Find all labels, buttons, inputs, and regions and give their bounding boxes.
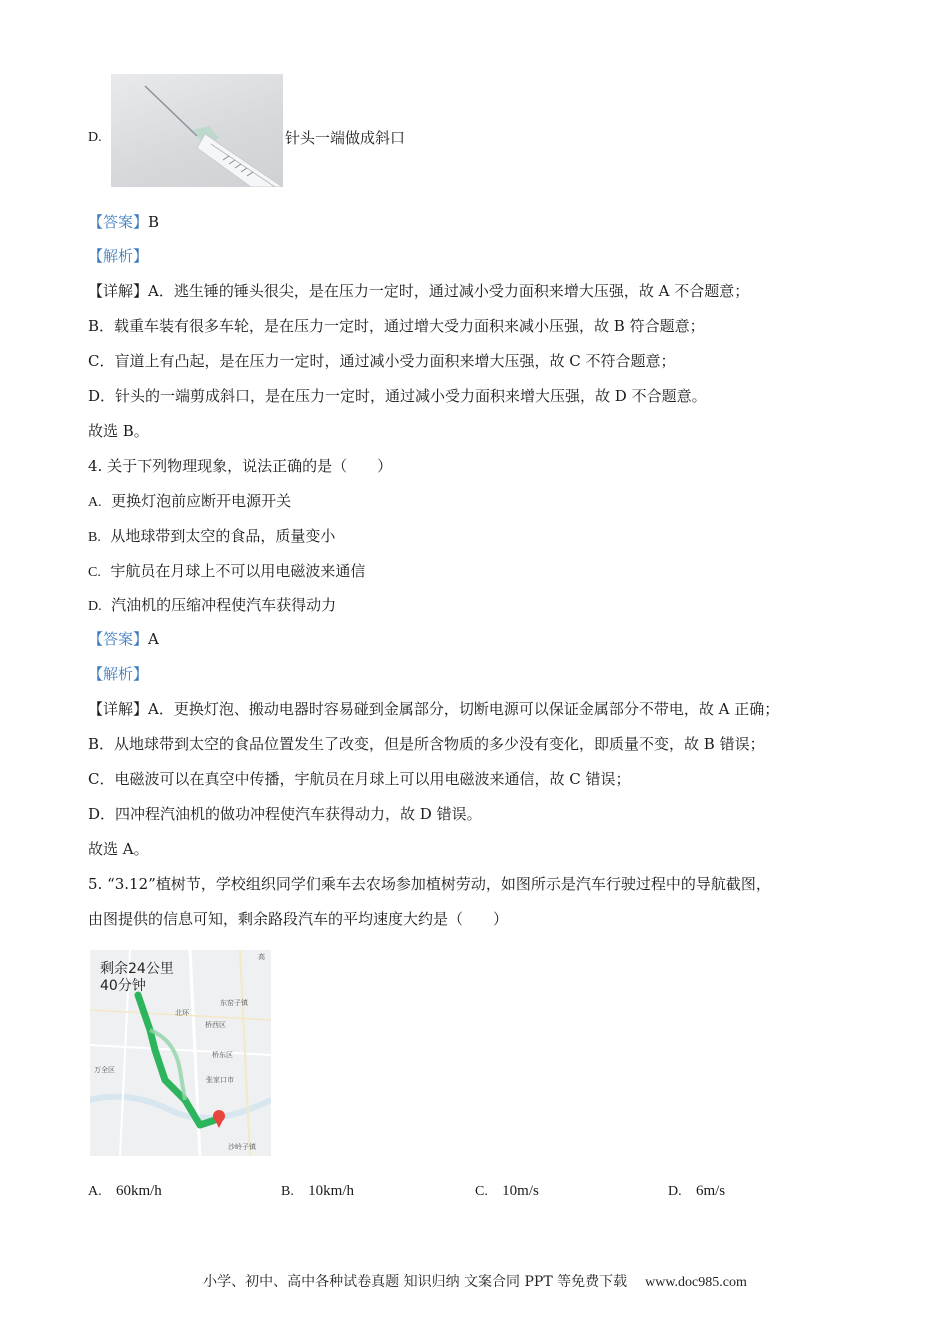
q3-conclusion: 故选 B。 [88, 422, 149, 440]
q4-detail-line-a: 【详解】A．更换灯泡、搬动电器时容易碰到金属部分，切断电源可以保证金属部分不带电，故 A 正确； [88, 700, 780, 718]
map-remaining-time: 40分钟 [100, 978, 146, 994]
map-label: 桥东区 [212, 1051, 233, 1059]
q4-answer-value: A [148, 630, 159, 648]
q4-stem: 4. 关于下列物理现象，说法正确的是（ ） [88, 457, 393, 475]
q3-detail-line-d: D．针头的一端剪成斜口，是在压力一定时，通过减小受力面积来增大压强，故 D 不合题意。 [88, 387, 707, 405]
q5-option-c: C. 10m/s [475, 1183, 539, 1199]
map-label: 桥西区 [205, 1021, 226, 1029]
q4-option-c: C. 宇航员在月球上不可以用电磁波来通信 [88, 562, 366, 580]
q4-option-b: B. 从地球带到太空的食品，质量变小 [88, 527, 336, 545]
map-label: 张家口市 [206, 1076, 234, 1084]
map-label: 北环 [175, 1009, 189, 1017]
map-label: 万全区 [94, 1066, 115, 1074]
q4-option-a: A. 更换灯泡前应断开电源开关 [88, 492, 292, 510]
footer-url[interactable]: www.doc985.com [645, 1275, 747, 1290]
q5-option-d: D. 6m/s [668, 1183, 726, 1199]
q4-detail-line-c: C．电磁波可以在真空中传播，宇航员在月球上可以用电磁波来通信，故 C 错误； [88, 770, 631, 788]
q4-detail-line-d: D．四冲程汽油机的做功冲程使汽车获得动力，故 D 错误。 [88, 805, 482, 823]
q4-detail-line-b: B．从地球带到太空的食品位置发生了改变，但是所含物质的多少没有变化，即质量不变，故 B 错误； [88, 735, 765, 753]
q3-option-d-text: 针头一端做成斜口 [285, 129, 406, 147]
q3-option-d-label: D. [88, 130, 102, 145]
map-remaining-distance: 剩余24公里 [100, 961, 174, 977]
map-label: 东窑子镇 [220, 999, 248, 1007]
q5-stem-line1: 5. “3.12”植树节，学校组织同学们乘车去农场参加植树劳动，如图所示是汽车行驶过程中的导航截图， [88, 875, 771, 893]
q4-analysis-heading: 【解析】 [88, 665, 149, 683]
q4-option-d: D. 汽油机的压缩冲程使汽车获得动力 [88, 596, 337, 614]
map-label: 沙岭子镇 [228, 1143, 256, 1151]
q3-detail-line-b: B．载重车装有很多车轮，是在压力一定时，通过增大受力面积来减小压强，故 B 符合题意； [88, 317, 705, 335]
page-footer [0, 1271, 950, 1291]
navigation-map [90, 950, 271, 1156]
footer-text: 小学、初中、高中各种试卷真题 知识归纳 文案合同 PPT 等免费下载 [203, 1274, 628, 1290]
q3-analysis-heading: 【解析】 [88, 247, 149, 265]
q5-option-b: B. 10km/h [281, 1183, 354, 1199]
map-label: 高 [258, 953, 265, 961]
q3-detail-line-a: 【详解】A．逃生锤的锤头很尖，是在压力一定时，通过减小受力面积来增大压强，故 A 不合题意； [88, 282, 750, 300]
q3-answer-value: B [148, 213, 160, 231]
q3-detail-line-c: C．盲道上有凸起，是在压力一定时，通过减小受力面积来增大压强，故 C 不符合题意； [88, 352, 676, 370]
q5-stem-line2: 由图提供的信息可知，剩余路段汽车的平均速度大约是（ ） [88, 910, 509, 928]
q3-answer: 【答案】B [88, 213, 160, 231]
syringe-image [111, 74, 283, 187]
q4-answer: 【答案】A [88, 630, 159, 648]
q4-conclusion: 故选 A。 [88, 840, 149, 858]
q5-option-a: A. 60km/h [88, 1183, 162, 1199]
